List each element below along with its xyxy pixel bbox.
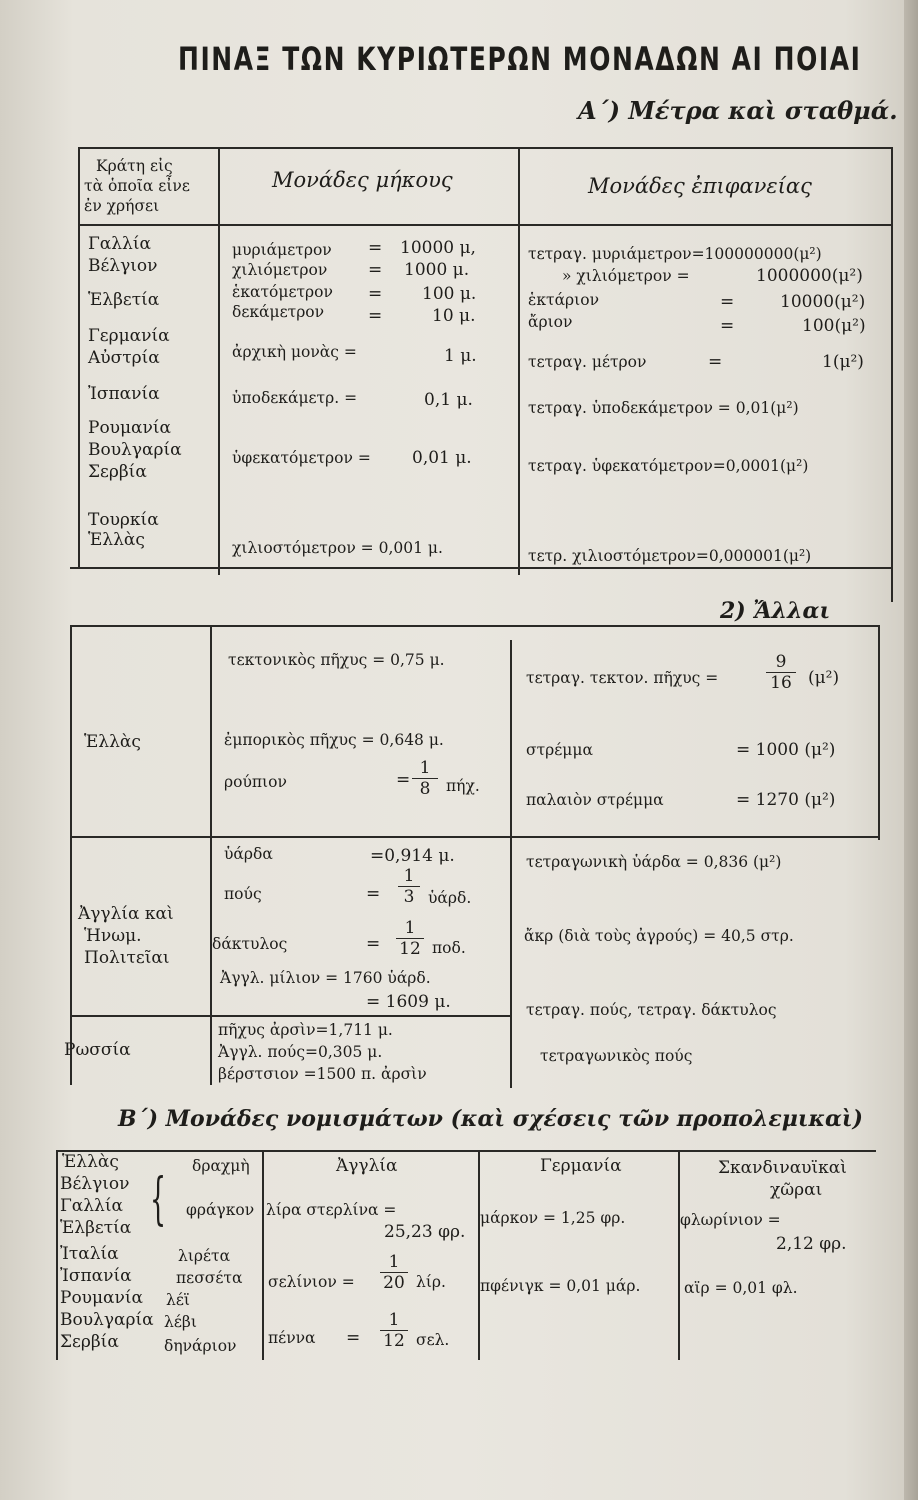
length-unit-value: 10 μ. (432, 306, 476, 326)
length-unit-value: 10000 μ, (400, 238, 476, 258)
fraction-numerator: 1 (404, 918, 416, 938)
currency-unit: δηνάριον (164, 1337, 237, 1355)
greece-trade-cubit: ἐμπορικὸς πῆχυς = 0,648 μ. (224, 731, 444, 749)
greece-roupion: ρούπιον (224, 773, 287, 791)
currency-pound: λίρα στερλίνα = (266, 1201, 397, 1219)
section-b-title: Β΄) Μονάδες νομισμάτων (καὶ σχέσεις τῶν προπολεμικαὶ) (118, 1106, 863, 1132)
currency-unit: λιρέτα (178, 1247, 231, 1265)
length-unit-value: 1 μ. (444, 346, 477, 366)
currency-top-rule (56, 1150, 876, 1152)
table-header-rule (78, 224, 893, 226)
greece-stremma: στρέμμα (526, 741, 593, 759)
currency-divider-1 (262, 1150, 264, 1360)
currency-penny-fraction (380, 1310, 408, 1351)
greece-sq-cubit-unit: (μ²) (808, 668, 840, 688)
currency-unit: λέβι (164, 1313, 197, 1331)
england-mile: Ἀγγλ. μίλιον = 1760 ὑάρδ. (220, 969, 431, 987)
currency-unit: δραχμὴ (192, 1157, 250, 1175)
currency-left-rule (56, 1150, 58, 1360)
country-romania: Ρουμανία (88, 418, 172, 438)
table-top-rule (78, 147, 893, 149)
greece-old-stremma: παλαιὸν στρέμμα (526, 791, 664, 809)
currency-head-scandinavia-2: χῶραι (770, 1180, 823, 1200)
russia-verst: βέρστσιον =1500 π. ἀρσὶν (218, 1065, 427, 1083)
length-unit-value: 0,01 μ. (412, 448, 472, 468)
russia-country: Ρωσσία (64, 1040, 131, 1060)
length-unit-name: ἀρχικὴ μονὰς = (232, 343, 357, 361)
currency-penny-unit: σελ. (416, 1331, 450, 1349)
russia-english-foot: Ἀγγλ. πούς=0,305 μ. (218, 1043, 383, 1061)
length-unit-eq: = (368, 284, 383, 304)
greece-roupion-fraction (412, 758, 438, 799)
currency-pound-value: 25,23 φρ. (384, 1222, 466, 1242)
fraction-denominator: 3 (398, 886, 420, 907)
currency-unit: λέϊ (166, 1291, 190, 1309)
country-greece: Ἑλλὰς (88, 530, 145, 550)
currency-florin: φλωρίνιον = (680, 1211, 781, 1229)
country-france: Γαλλία (88, 234, 151, 254)
country-serbia: Σερβία (88, 462, 147, 482)
area-unit-name: ἑκτάριον (528, 291, 599, 309)
greece-roupion-unit: πήχ. (446, 777, 480, 795)
header-states-line-1: Κράτη εἰς (96, 157, 173, 175)
england-country-line-1: Ἀγγλία καὶ (78, 904, 174, 924)
currency-mark: μάρκον = 1,25 φρ. (480, 1209, 626, 1227)
eq-sign: = (366, 934, 381, 954)
russia-arshin: πῆχυς ἀρσὶν=1,711 μ. (218, 1021, 393, 1039)
england-yard: ὑάρδα (224, 845, 273, 863)
fraction-numerator: 1 (403, 866, 415, 886)
england-foot-fraction (398, 866, 420, 907)
currency-country: Ἰσπανία (60, 1266, 132, 1286)
greece-old-stremma-value: = 1270 (μ²) (736, 790, 836, 810)
area-unit-name: τετραγ. ὑφεκατόμετρον=0,0001(μ²) (528, 457, 809, 475)
length-unit-eq: = (368, 260, 383, 280)
currency-pfennig: πφένιγκ = 0,01 μάρ. (480, 1277, 641, 1295)
fraction-numerator: 1 (419, 758, 431, 778)
header-area: Μονάδες ἐπιφανείας (588, 174, 812, 198)
table-right-rule (891, 147, 893, 602)
area-unit-eq: = (720, 316, 735, 336)
area-unit-value: 100(μ²) (802, 316, 866, 336)
area-unit-name: τετραγ. μέτρον (528, 353, 647, 371)
currency-country: Ρουμανία (60, 1288, 144, 1308)
greece-bottom-rule (70, 836, 880, 838)
currency-country: Ἰταλία (60, 1244, 119, 1264)
country-turkey: Τουρκία (88, 510, 159, 530)
area-unit-name: τετρ. χιλιοστόμετρον=0,000001(μ²) (528, 547, 812, 565)
area-unit-name: » χιλιόμετρον = (562, 267, 690, 285)
fraction-numerator: 1 (388, 1252, 400, 1272)
country-belgium: Βέλγιον (88, 256, 158, 276)
england-inch: δάκτυλος (212, 935, 288, 953)
eq-sign: = (366, 884, 381, 904)
country-switzerland: Ἑλβετία (88, 290, 160, 310)
area-unit-eq: = (708, 352, 723, 372)
currency-penny: πέννα (268, 1329, 316, 1347)
table-left-rule (78, 147, 80, 567)
fraction-denominator: 16 (766, 672, 796, 693)
greece-country: Ἑλλὰς (84, 732, 141, 752)
col-divider-2 (518, 147, 520, 575)
currency-shilling-unit: λίρ. (416, 1273, 446, 1291)
header-states-line-3: ἐν χρήσει (84, 197, 160, 215)
length-unit-eq: = (368, 238, 383, 258)
page-title: ΠΙΝΑΞ ΤΩΝ ΚΥΡΙΩΤΕΡΩΝ ΜΟΝΑΔΩΝ ΑΙ ΠΟΙΑΙ (178, 40, 862, 78)
length-unit-value: 1000 μ. (404, 260, 470, 280)
header-states-line-2: τὰ ὁποῖα εἶνε (84, 177, 190, 195)
currency-country: Γαλλία (60, 1196, 123, 1216)
area-unit-value: 10000(μ²) (780, 292, 866, 312)
others-title: 2) Ἄλλαι (720, 598, 831, 624)
area-unit-value: 1(μ²) (822, 352, 864, 372)
others-rule (70, 625, 880, 627)
currency-country: Ἑλλὰς (62, 1152, 119, 1172)
col-divider-1 (218, 147, 220, 575)
england-foot-unit: ὑάρδ. (428, 889, 472, 907)
currency-head-scandinavia-1: Σκανδιναυϊκαὶ (718, 1158, 847, 1178)
currency-ore: αϊρ = 0,01 φλ. (684, 1279, 798, 1297)
greece-sq-cubit: τετραγ. τεκτον. πῆχυς = (526, 669, 719, 687)
england-inch-fraction (396, 918, 424, 959)
greece-tekt-cubit: τεκτονικὸς πῆχυς = 0,75 μ. (228, 651, 445, 669)
header-length: Μονάδες μήκους (272, 168, 453, 192)
length-unit-eq: = (368, 306, 383, 326)
metric-bottom-rule (70, 567, 893, 569)
england-sq-yard: τετραγωνικὴ ὑάρδα = 0,836 (μ²) (526, 853, 782, 871)
length-unit-name: ὑφεκατόμετρον = (232, 449, 371, 467)
england-yard-value: =0,914 μ. (370, 846, 455, 866)
currency-shilling: σελίνιον = (268, 1273, 355, 1291)
book-spine (904, 0, 918, 1500)
country-austria: Αὐστρία (88, 348, 160, 368)
country-bulgaria: Βουλγαρία (88, 440, 182, 460)
england-mile-meters: = 1609 μ. (366, 992, 451, 1012)
currency-florin-value: 2,12 φρ. (776, 1234, 847, 1254)
length-unit-value: 0,1 μ. (424, 390, 473, 410)
fraction-denominator: 20 (380, 1272, 408, 1293)
currency-head-germany: Γερμανία (540, 1156, 622, 1176)
england-foot: πούς (224, 885, 262, 903)
currency-brace: { (150, 1167, 167, 1232)
greece-sq-cubit-fraction (766, 652, 796, 693)
currency-country: Βουλγαρία (60, 1310, 154, 1330)
lower-right-rule (878, 625, 880, 840)
currency-country: Σερβία (60, 1332, 119, 1352)
fraction-denominator: 12 (396, 938, 424, 959)
fraction-denominator: 12 (380, 1330, 408, 1351)
area-unit-name: ἄριον (528, 313, 573, 331)
eq-sign: = (396, 770, 411, 790)
england-acre: ἄκρ (διὰ τοὺς ἀγρούς) = 40,5 στρ. (524, 927, 794, 945)
length-unit-name: ὑποδεκάμετρ. = (232, 389, 358, 407)
length-unit-name: δεκάμετρον (232, 303, 325, 321)
england-sq-foot-inch: τετραγ. πούς, τετραγ. δάκτυλος (526, 1001, 777, 1019)
area-unit-eq: = (720, 292, 735, 312)
currency-unit: φράγκον (186, 1201, 255, 1219)
length-unit-name: μυριάμετρον (232, 241, 332, 259)
england-bottom-rule (70, 1015, 510, 1017)
currency-country: Βέλγιον (60, 1174, 130, 1194)
england-inch-unit: ποδ. (432, 939, 466, 957)
country-spain: Ἰσπανία (88, 384, 160, 404)
length-unit-value: 100 μ. (422, 284, 477, 304)
fraction-numerator: 1 (388, 1310, 400, 1330)
england-country-line-3: Πολιτεῖαι (84, 948, 170, 968)
currency-country: Ἑλβετία (60, 1218, 132, 1238)
currency-divider-2 (478, 1150, 480, 1360)
currency-divider-3 (678, 1150, 680, 1360)
fraction-numerator: 9 (775, 652, 787, 672)
currency-unit: πεσσέτα (176, 1269, 243, 1287)
currency-head-england: Ἀγγλία (336, 1156, 398, 1176)
country-germany: Γερμανία (88, 326, 170, 346)
area-unit-value: 1000000(μ²) (756, 266, 863, 286)
length-unit-name: ἑκατόμετρον (232, 283, 333, 301)
greece-stremma-value: = 1000 (μ²) (736, 740, 836, 760)
currency-shilling-fraction (380, 1252, 408, 1293)
area-unit-name: τετραγ. μυριάμετρον=100000000(μ²) (528, 245, 822, 263)
lower-col-divider-2 (510, 640, 512, 1088)
section-a-title: Α΄) Μέτρα καὶ σταθμά. (578, 96, 898, 125)
length-unit-name: χιλιοστόμετρον = 0,001 μ. (232, 539, 443, 557)
england-country-line-2: Ἡνωμ. (84, 926, 142, 946)
currency-penny-eq: = (346, 1328, 361, 1348)
fraction-denominator: 8 (412, 778, 438, 799)
area-unit-name: τετραγ. ὑποδεκάμετρον = 0,01(μ²) (528, 399, 799, 417)
length-unit-name: χιλιόμετρον (232, 261, 328, 279)
russia-sq-foot: τετραγωνικὸς πούς (540, 1047, 693, 1065)
